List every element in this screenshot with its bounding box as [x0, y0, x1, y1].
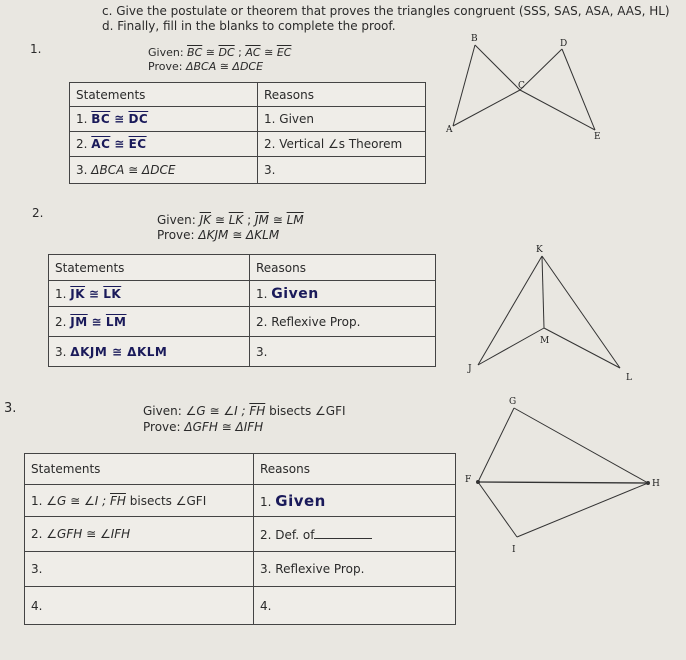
label-G: G	[509, 397, 517, 407]
label-B: B	[471, 34, 478, 44]
problem-1-diagram	[440, 34, 610, 148]
problem-2-given: Given: $\overline{JK}$ ≅ $\overline{LK}$ ; $\overline{JM}$ ≅ $\overline{LM}$	[157, 213, 304, 227]
reasons-header: Reasons	[258, 83, 426, 107]
problem-1-number: 1.	[30, 42, 42, 56]
label-H: H	[652, 479, 660, 489]
statement-2: 2. ∠GFH ≅ ∠IFH	[25, 517, 254, 552]
statements-header: Statements	[49, 255, 250, 281]
statement-4[interactable]: 4.	[25, 587, 254, 625]
label-A: A	[446, 125, 453, 135]
statements-header: Statements	[25, 454, 254, 485]
problem-3-given: Given: ∠G ≅ ∠I ; $\overline{FH}$ bisects ∠GFI	[143, 404, 346, 418]
reason-3: 3.	[258, 157, 426, 184]
problem-1-given: Given: $\overline{BC}$ ≅ $\overline{DC}$ ; $\overline{AC}$ ≅ $\overline{EC}$	[148, 46, 292, 59]
reasons-header: Reasons	[250, 255, 436, 281]
reason-1: 1. Given	[250, 281, 436, 307]
reason-1: 1. Given	[254, 485, 456, 517]
label-M: M	[540, 336, 550, 346]
statement-1: 1. $\overline{BC}$ ≅ $\overline{DC}$	[70, 107, 258, 132]
reason-3: 3.	[250, 337, 436, 367]
problem-3-proof-table	[24, 453, 456, 625]
reason-2: 2. Vertical ∠s Theorem	[258, 132, 426, 157]
label-J: J	[468, 364, 472, 374]
problem-2-prove: Prove: ΔKJM ≅ ΔKLM	[157, 228, 280, 242]
problem-3-prove: Prove: ΔGFH ≅ ΔIFH	[143, 420, 264, 434]
statement-1: 1. $\overline{JK}$ ≅ $\overline{LK}$	[49, 281, 250, 307]
instruction-c: c. Give the postulate or theorem that proves the triangles congruent (SSS, SAS, ASA, AAS, HL)	[102, 4, 670, 18]
statement-2: 2. $\overline{JM}$ ≅ $\overline{LM}$	[49, 307, 250, 337]
problem-1-prove: Prove: ΔBCA ≅ ΔDCE	[148, 60, 264, 73]
label-D: D	[560, 39, 568, 49]
reasons-header: Reasons	[254, 454, 456, 485]
statement-3: 3. ΔBCA ≅ ΔDCE	[70, 157, 258, 184]
label-K: K	[536, 245, 543, 255]
reason-4: 4.	[254, 587, 456, 625]
reason-2-blank[interactable]	[314, 527, 372, 539]
problem-2-diagram	[460, 240, 650, 385]
instruction-d: d. Finally, fill in the blanks to complete the proof.	[102, 19, 396, 33]
statements-header: Statements	[70, 83, 258, 107]
label-L: L	[626, 373, 632, 383]
label-F: F	[465, 475, 472, 485]
problem-2-number: 2.	[32, 206, 44, 220]
statement-1: 1. ∠G ≅ ∠I ; $\overline{FH}$ bisects ∠GFI	[25, 485, 254, 517]
statement-3[interactable]: 3.	[25, 552, 254, 587]
problem-1-proof-table	[69, 82, 426, 184]
reason-1: 1. Given	[258, 107, 426, 132]
reason-2: 2. Reflexive Prop.	[250, 307, 436, 337]
problem-3-number: 3.	[4, 401, 17, 416]
reason-2: 2. Def. of	[254, 517, 456, 552]
label-C: C	[518, 81, 525, 91]
label-E: E	[594, 132, 601, 142]
statement-3: 3. ΔKJM ≅ ΔKLM	[49, 337, 250, 367]
problem-3-diagram	[465, 390, 670, 570]
label-I: I	[512, 545, 516, 555]
reason-3: 3. Reflexive Prop.	[254, 552, 456, 587]
statement-2: 2. $\overline{AC}$ ≅ $\overline{EC}$	[70, 132, 258, 157]
problem-2-proof-table	[48, 254, 436, 367]
